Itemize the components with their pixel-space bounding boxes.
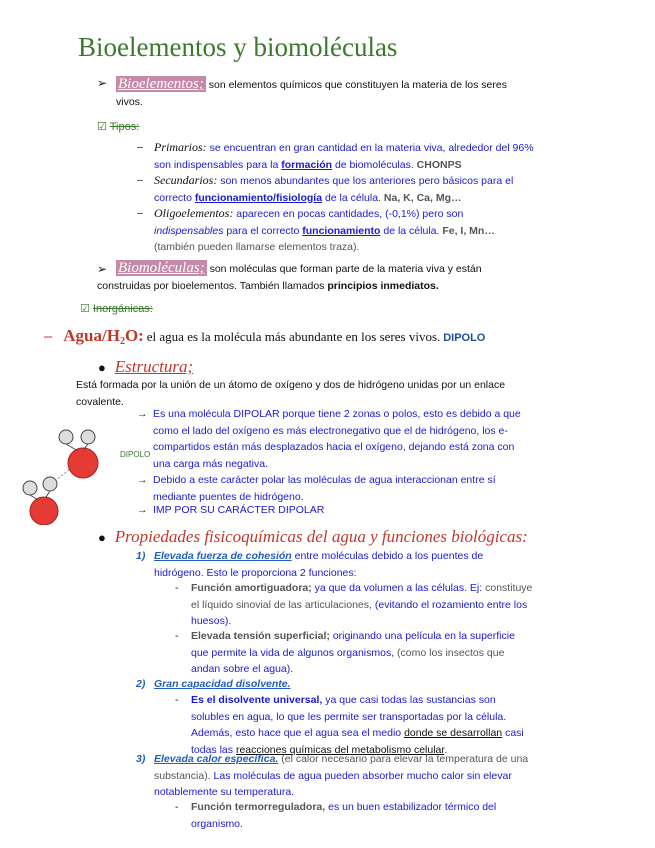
estructura-heading-row: [98, 357, 193, 377]
tension-text-a: originando una película en la superficie: [332, 630, 515, 642]
estructura-bullet-1: [137, 406, 577, 472]
calor-text-1: (el calor necesario para elevar la temperatura de una: [281, 753, 529, 765]
biomoleculas-paragraph: [97, 260, 566, 294]
primarios-text-2b: de biomoléculas.: [334, 158, 414, 171]
diagram-label: DIPOLO: [120, 450, 151, 459]
agua-term-prefix: Agua/H: [63, 326, 120, 345]
amortiguadora-text-b: constituye: [485, 582, 533, 594]
bioelementos-paragraph: [116, 76, 566, 110]
tension-term: Elevada tensión superficial;: [191, 630, 330, 642]
estructura-text-2: covalente.: [76, 395, 124, 408]
disolvente-line-4a: todas las: [191, 743, 234, 756]
hydrogen-atom: [59, 430, 73, 444]
agua-text: el agua es la molécula más abundante en los seres vivos.: [146, 329, 441, 344]
amortiguadora-line-3: huesos).: [191, 615, 232, 627]
bioelementos-definition-1: son elementos químicos que constituyen la materia de los seres: [208, 79, 507, 91]
bond-line: [30, 495, 38, 500]
primarios-term: Primarios:: [154, 140, 207, 154]
primarios-text-2a: son indispensables para la: [154, 158, 279, 171]
primarios-link: formación: [281, 158, 333, 171]
checkbox-icon: ☑: [97, 121, 107, 133]
bullet-2-line-1: Debido a este carácter polar las moléculas de agua interaccionan entre sí: [153, 474, 496, 486]
amortiguadora-line-2b: (evitando el rozamiento entre los: [374, 598, 528, 611]
arrow-icon: →: [137, 408, 148, 420]
estructura-bullet-3: [137, 502, 577, 519]
tipos-label: Tipos:: [109, 121, 140, 133]
secundarios-term: Secundarios:: [154, 173, 218, 187]
oligoelementos-text-2b: de la célula.: [383, 224, 440, 237]
disolvente-line-3b: casi: [505, 727, 524, 739]
disolvente-line-4b: .: [444, 743, 448, 756]
arrow-icon: →: [137, 474, 148, 486]
page-title: Bioelementos y biomoléculas: [78, 32, 398, 62]
checkbox-icon: ☑: [80, 303, 90, 315]
biomoleculas-definition-2b: principios inmediatos.: [327, 279, 439, 292]
agua-line: [44, 326, 485, 347]
disolvente-subitem: - Es el disolvente universal, ya que casi todas las sustancias son solubles en agua, lo que les permite ser transportadas por la célula. Además, esto hace que el agua sea el medio donde se desarrollan casi todas las reacciones químicas del metabolismo celular.: [175, 694, 524, 756]
tension-line-2a: que permite la vida de algunos organismos,: [191, 646, 395, 659]
bullet-1-line-2: como el lado del oxígeno es más electronegativo que el de hidrógeno, los e-: [153, 424, 508, 437]
primarios-item: – Primarios: se encuentran en gran cantidad en la materia viva, alrededor del 96% son indispensables para la formación de biomoléculas. CHONPS: [137, 140, 534, 171]
bullet-dot-icon: ●: [98, 360, 106, 375]
disolvente-line-3a: Además, esto hace que el agua sea el medio: [191, 727, 402, 739]
biomoleculas-term: Biomoléculas;: [118, 260, 205, 276]
amortiguadora-term: Función amortiguadora;: [191, 582, 312, 594]
secundarios-symbols: Na, K, Ca, Mg…: [383, 191, 462, 204]
inorganicas-label: Inorgánicas:: [92, 303, 153, 315]
bullet-2-line-2: mediante puentes de hidrógeno.: [153, 490, 304, 503]
hydrogen-atom: [43, 477, 57, 491]
tension-line-2b: (como los insectos que: [397, 646, 505, 659]
cohesion-title: Elevada fuerza de cohesión: [154, 550, 292, 562]
termorreguladora-subitem: - Función termorreguladora, es un buen estabilizador térmico del organismo.: [175, 801, 497, 830]
disolvente-text-a: ya que casi todas las sustancias son: [325, 694, 496, 706]
oligoelementos-text-2-italic: indispensables: [154, 224, 224, 237]
bioelementos-term: Bioelementos;: [118, 76, 204, 92]
secundarios-item: – Secundarios: son menos abundantes que los anteriores pero básicos para el correcto funcionamiento/fisiología de la célula. Na, K, Ca, Mg…: [137, 173, 514, 204]
propiedades-heading-row: [98, 527, 528, 547]
disolvente-item: [136, 676, 586, 693]
primarios-text-1: se encuentran en gran cantidad en la materia viva, alrededor del 96%: [209, 142, 534, 154]
disolvente-line-3-link: donde se desarrollan: [404, 727, 503, 739]
calor-text-2b: Las moléculas de agua pueden absorber mucho calor sin elevar: [213, 769, 512, 782]
bullet-3-line-1: IMP POR SU CARÁCTER DIPOLAR: [153, 504, 325, 516]
agua-dash: –: [44, 328, 53, 345]
calor-title: Elevada calor específica.: [154, 753, 279, 765]
calor-number: 3): [136, 753, 146, 765]
estructura-heading: Estructura;: [114, 357, 194, 376]
disolvente-number: 2): [136, 678, 146, 690]
calor-text-3: notablemente su temperatura.: [154, 786, 295, 798]
bullet-1-line-1: Es una molécula DIPOLAR porque tiene 2 zonas o polos, esto es debido a que: [153, 408, 521, 420]
secundarios-link: funcionamiento/fisiología: [194, 191, 323, 204]
oxygen-atom: [68, 448, 98, 478]
arrow-icon: →: [137, 504, 148, 516]
amortiguadora-text-a: ya que da volumen a las células. Ej:: [314, 582, 483, 594]
agua-subscript: 2: [119, 336, 125, 348]
amortiguadora-subitem: - Función amortiguadora; ya que da volumen a las células. Ej: constituye el líquido sinovial de las articulaciones, (evitando el rozamiento entre los huesos).: [175, 582, 533, 627]
tipos-heading: [97, 120, 139, 133]
termorreguladora-line-2: organismo.: [191, 817, 243, 830]
oligoelementos-link: funcionamiento: [302, 224, 381, 237]
biomoleculas-bullet-arrow: ➢: [97, 262, 108, 276]
disolvente-line-4-link: reacciones químicas del metabolismo celular: [235, 743, 445, 756]
bioelementos-bullet-arrow: ➢: [97, 76, 108, 90]
disolvente-line-2: solubles en agua, lo que les permite ser transportadas por la célula.: [191, 710, 507, 723]
bullet-dot-icon: ●: [98, 530, 106, 545]
secundarios-text-2a: correcto: [154, 191, 192, 204]
bond-line: [46, 491, 50, 497]
hydrogen-atom: [81, 430, 95, 444]
inorganicas-heading: [80, 302, 153, 315]
agua-badge: DIPOLO: [443, 332, 486, 344]
oligoelementos-term: Oligoelementos:: [154, 206, 234, 220]
bioelementos-definition-2: vivos.: [116, 95, 143, 108]
oligoelementos-text-2a: para el correcto: [226, 224, 300, 237]
oligoelementos-note: (también pueden llamarse elementos traza).: [154, 241, 360, 253]
oligoelementos-text-1: aparecen en pocas cantidades, (-0,1%) pero son: [236, 208, 464, 220]
bullet-1-line-3: compartidos están más desplazados hacia el oxígeno, dejando está zona con: [153, 441, 515, 453]
calor-text-2a: substancia).: [154, 769, 211, 782]
calor-item: [136, 751, 586, 801]
secundarios-text-2b: de la célula.: [324, 191, 381, 204]
bond-line: [66, 444, 78, 451]
tension-line-3: andan sobre el agua).: [191, 663, 294, 675]
agua-term-suffix: O:: [124, 326, 144, 345]
secundarios-text-1: son menos abundantes que los anteriores pero básicos para el: [220, 175, 514, 187]
oligoelementos-item: – Oligoelementos: aparecen en pocas cantidades, (-0,1%) pero son indispensables para el correcto funcionamiento de la célula. Fe, I, Mn… (también pueden llamarse elementos traza).: [137, 206, 495, 253]
oxygen-atom: [30, 497, 58, 525]
disolvente-title: Gran capacidad disolvente.: [154, 678, 291, 690]
estructura-text-1: Está formada por la unión de un átomo de oxígeno y dos de hidrógeno unidas por un enlace: [76, 379, 506, 391]
termorreguladora-term: Función termorreguladora,: [191, 801, 326, 813]
estructura-bullet-2: [137, 472, 577, 505]
cohesion-number: 1): [136, 550, 146, 562]
cohesion-text-2: hidrógeno. Esto le proporciona 2 funciones:: [154, 566, 357, 579]
biomoleculas-definition-1: son moléculas que forman parte de la materia viva y están: [209, 263, 482, 275]
termorreguladora-text-a: es un buen estabilizador térmico del: [328, 801, 497, 813]
oligoelementos-symbols: Fe, I, Mn…: [442, 224, 495, 237]
biomoleculas-definition-2a: construidas por bioelementos. También llamados: [97, 279, 325, 292]
hydrogen-atom: [23, 481, 37, 495]
primarios-symbols: CHONPS: [416, 158, 462, 171]
bullet-1-line-4: una carga más negativa.: [153, 457, 268, 470]
disolvente-term: Es el disolvente universal,: [191, 694, 323, 706]
hydrogen-bond-line: [55, 469, 70, 481]
propiedades-heading: Propiedades fisicoquímicas del agua y funciones biológicas:: [114, 527, 528, 546]
amortiguadora-line-2a: el líquido sinovial de las articulaciones,: [191, 598, 372, 611]
tension-subitem: - Elevada tensión superficial; originando una película en la superficie que permite la vida de algunos organismos, (como los insectos que andan sobre el agua).: [175, 630, 515, 675]
cohesion-text-1: entre moléculas debido a los puentes de: [294, 550, 484, 562]
cohesion-item: [136, 548, 586, 581]
